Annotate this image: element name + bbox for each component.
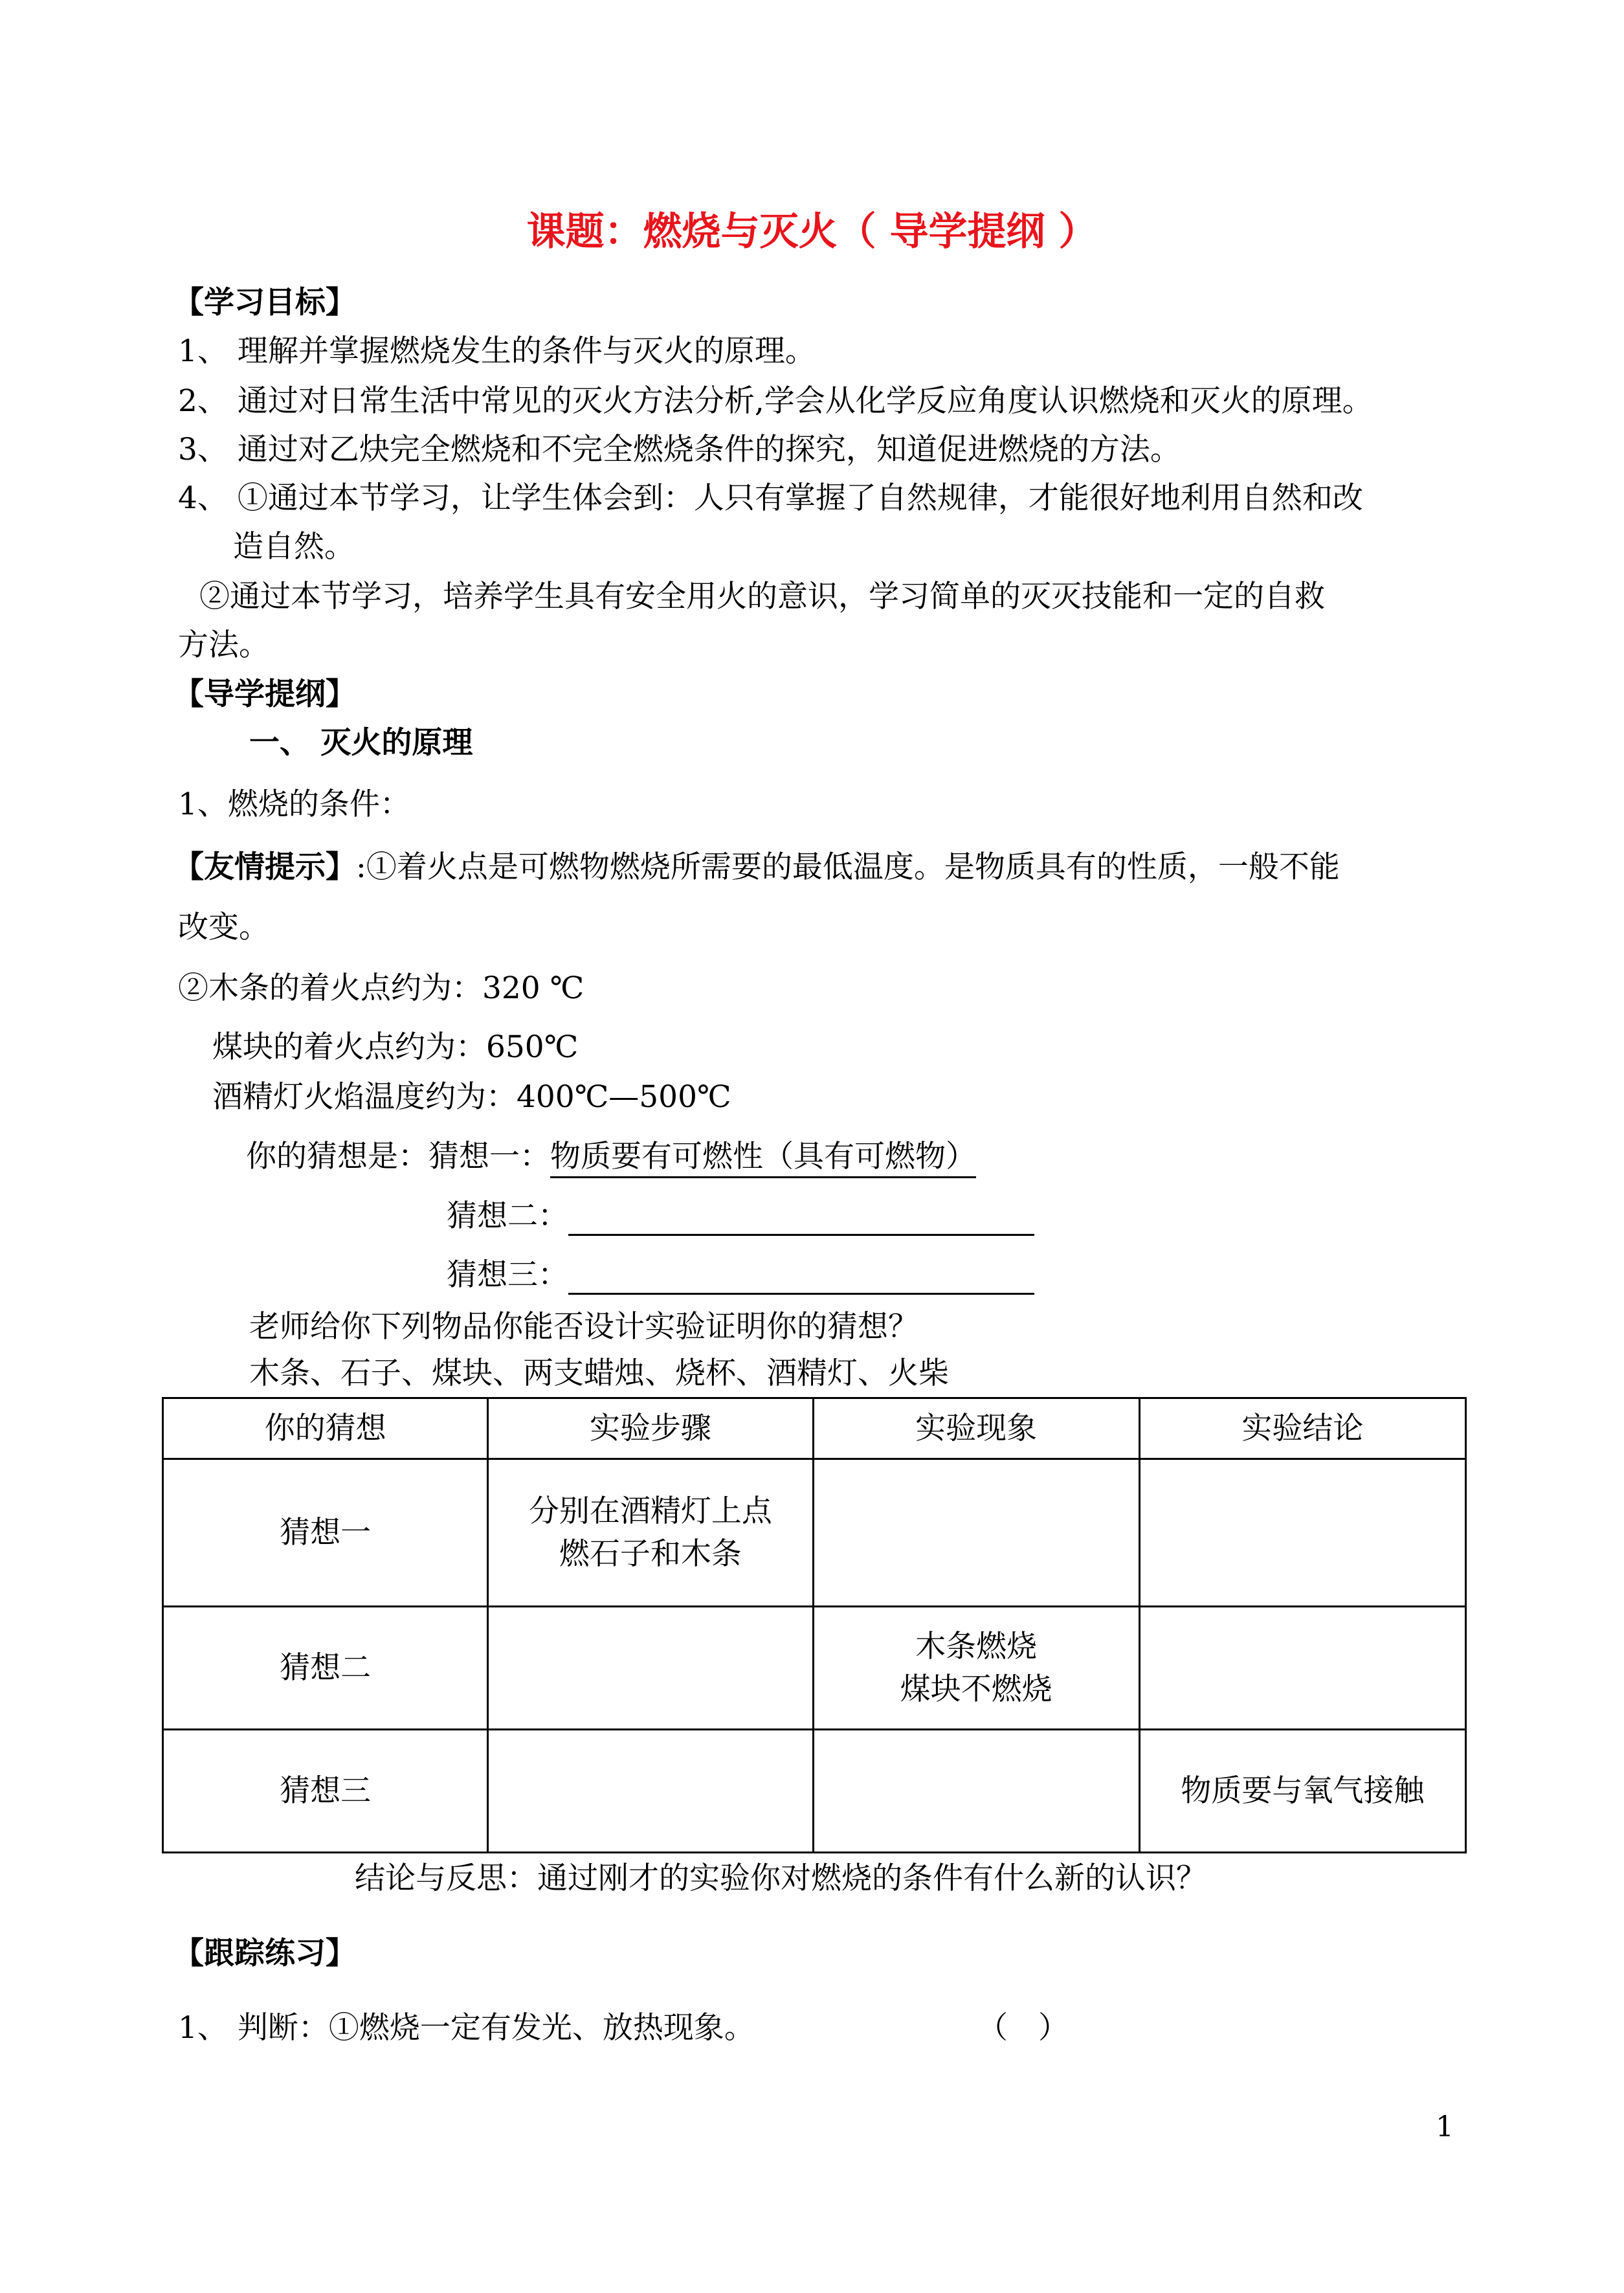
table-header: 实验结论 <box>1139 1398 1465 1459</box>
lamp-temperature: 酒精灯火焰温度约为：400℃—500℃ <box>212 1079 731 1115</box>
goal-4-cont: 造自然。 <box>233 529 355 565</box>
goals-heading: 【学习目标】 <box>173 285 356 320</box>
guess-2-line <box>447 1197 1034 1236</box>
tip-text: :①着火点是可燃物燃烧所需要的最低温度。是物质具有的性质，一般不能 <box>356 849 1340 885</box>
table-cell: 物质要与氧气接触 <box>1139 1730 1465 1853</box>
table-cell: 猜想二 <box>163 1607 488 1730</box>
practice-q1: 1、 判断：①燃烧一定有发光、放热现象。 <box>178 2010 755 2046</box>
table-header: 实验步骤 <box>488 1398 813 1459</box>
experiment-table <box>162 1397 1467 1853</box>
table-cell[interactable] <box>813 1459 1139 1607</box>
practice-q1-answer-blank[interactable]: （ ） <box>977 2010 1069 2046</box>
guess-3-line <box>447 1256 1034 1295</box>
section-title: 一、 灭火的原理 <box>249 725 473 761</box>
guess-3-label: 猜想三： <box>447 1257 568 1293</box>
table-cell[interactable] <box>1139 1607 1465 1730</box>
tip-label: 【友情提示】 <box>173 849 356 885</box>
wood-ignition: ②木条的着火点约为：320 ℃ <box>178 970 584 1006</box>
guess-intro: 你的猜想是：猜想一： <box>246 1139 550 1174</box>
table-cell: 木条燃烧 煤块不燃烧 <box>813 1607 1139 1730</box>
guess-2-blank[interactable] <box>568 1202 1034 1236</box>
goal-2: 2、 通过对日常生活中常见的灭火方法分析,学会从化学反应角度认识燃烧和灭火的原理。 <box>178 383 1373 419</box>
table-cell[interactable] <box>488 1730 813 1853</box>
tip-line <box>173 848 1340 887</box>
table-header-row <box>163 1398 1466 1459</box>
guess-1-line <box>246 1137 976 1178</box>
table-cell[interactable] <box>813 1730 1139 1853</box>
practice-heading: 【跟踪练习】 <box>173 1936 356 1971</box>
guide-heading: 【导学提纲】 <box>173 677 356 712</box>
reflection-question: 结论与反思：通过刚才的实验你对燃烧的条件有什么新的认识？ <box>355 1861 1207 1896</box>
goal-4: 4、 ①通过本节学习，让学生体会到：人只有掌握了自然规律，才能很好地利用自然和改 <box>178 480 1363 516</box>
goal-3: 3、 通过对乙炔完全燃烧和不完全燃烧条件的探究，知道促进燃烧的方法。 <box>178 432 1181 467</box>
table-header: 实验现象 <box>813 1398 1139 1459</box>
materials-list: 木条、石子、煤块、两支蜡烛、烧杯、酒精灯、火柴 <box>249 1356 949 1391</box>
guess-1-answer: 物质要有可燃性（具有可燃物） <box>550 1137 976 1178</box>
guess-2-label: 猜想二： <box>447 1198 568 1234</box>
page-title: 课题：燃烧与灭火（ 导学提纲 ） <box>526 209 1098 254</box>
goal-1: 1、 理解并掌握燃烧发生的条件与灭火的原理。 <box>178 333 816 369</box>
table-row <box>163 1459 1466 1607</box>
guess-3-blank[interactable] <box>568 1260 1034 1295</box>
goal-4b-cont: 方法。 <box>178 627 269 663</box>
table-row <box>163 1607 1466 1730</box>
table-row <box>163 1730 1466 1853</box>
table-cell: 猜想一 <box>163 1459 488 1607</box>
table-header: 你的猜想 <box>163 1398 488 1459</box>
coal-ignition: 煤块的着火点约为：650℃ <box>212 1029 579 1065</box>
table-cell: 猜想三 <box>163 1730 488 1853</box>
combustion-conditions: 1、燃烧的条件： <box>178 787 410 822</box>
table-cell[interactable] <box>488 1607 813 1730</box>
table-cell[interactable] <box>1139 1459 1465 1607</box>
page-number: 1 <box>1436 2110 1454 2143</box>
teacher-question: 老师给你下列物品你能否设计实验证明你的猜想？ <box>249 1309 918 1345</box>
table-cell: 分别在酒精灯上点燃石子和木条 <box>488 1459 813 1607</box>
goal-4b: ②通过本节学习，培养学生具有安全用火的意识，学习简单的灭灭技能和一定的自救 <box>199 579 1325 614</box>
tip-cont: 改变。 <box>178 910 269 945</box>
